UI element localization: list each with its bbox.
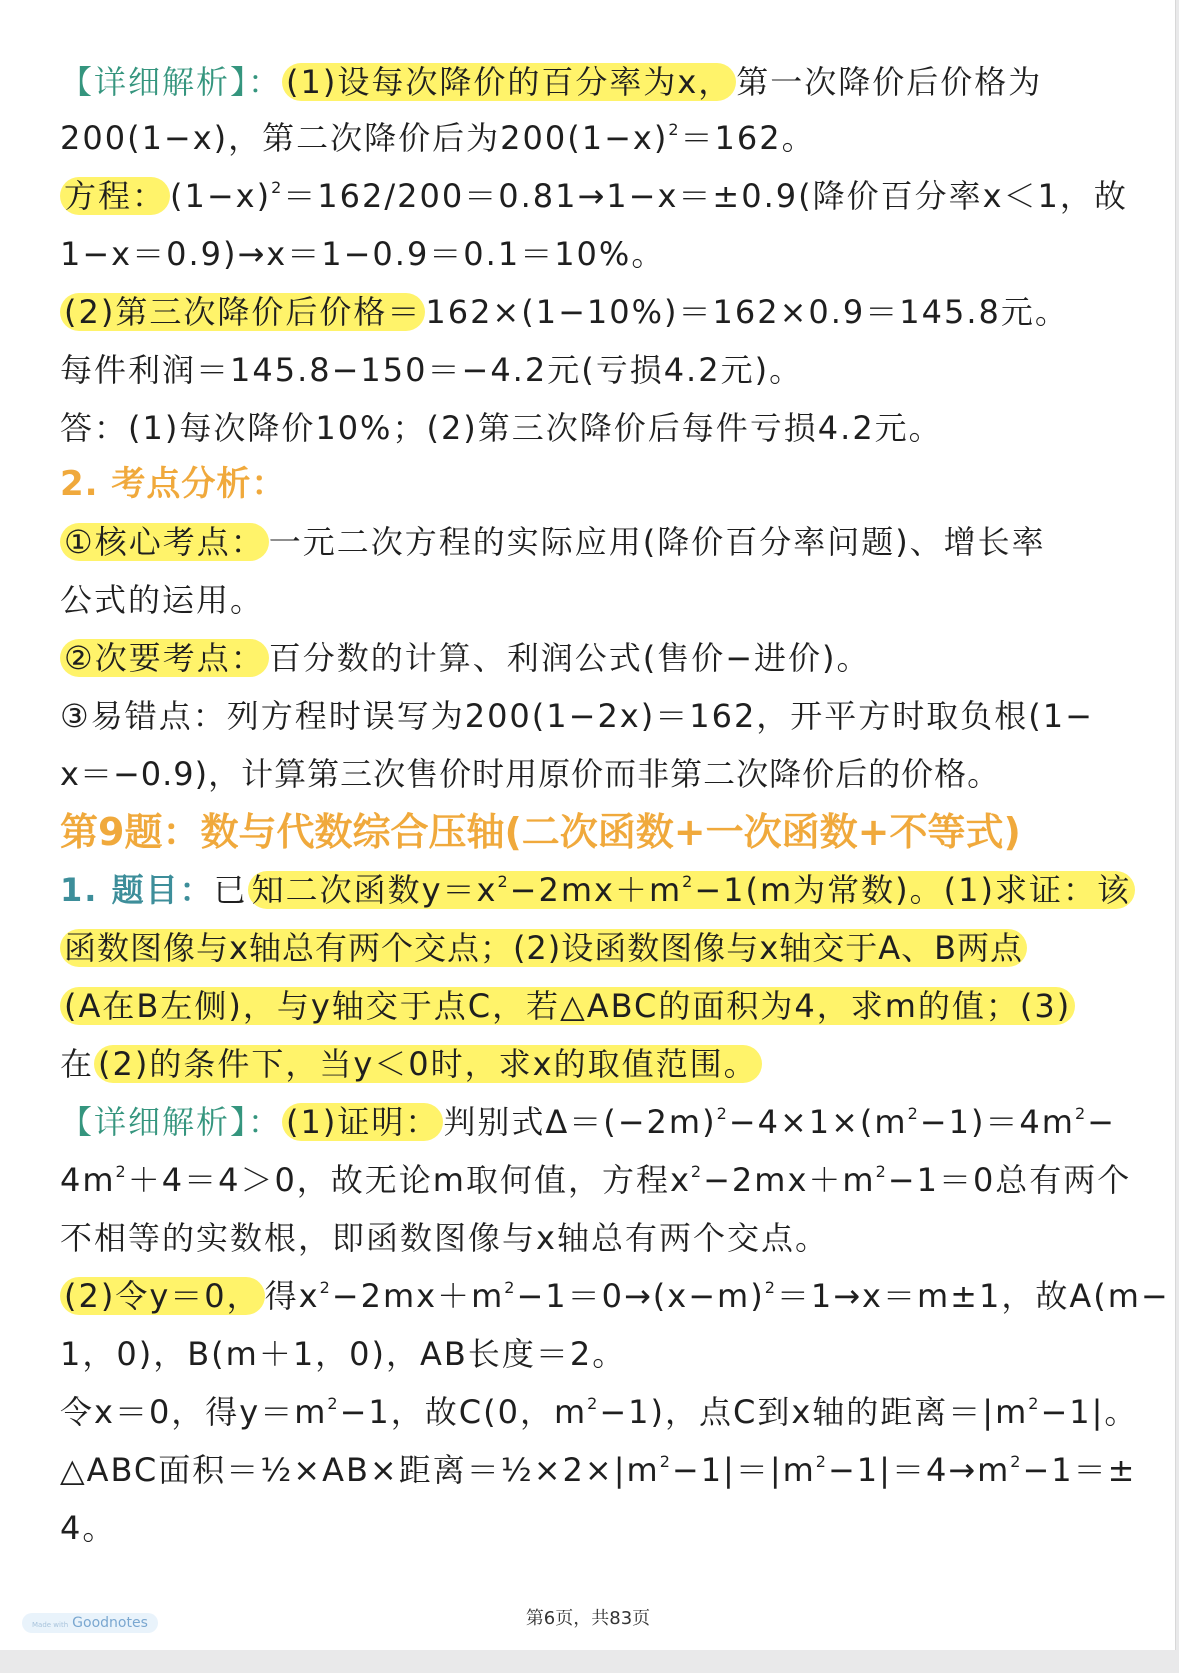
text: ＝162。 xyxy=(680,119,816,157)
text: 列方程时误写为200(1−2x)＝162，开平方时取负根(1− xyxy=(226,697,1094,735)
superscript: 2 xyxy=(668,120,681,139)
text-line xyxy=(60,1158,1131,1202)
superscript: 2 xyxy=(327,1394,340,1413)
text: −1，故C(0，m xyxy=(339,1393,588,1431)
highlight: (2)令y＝0， xyxy=(60,1277,265,1315)
text-line xyxy=(60,174,1128,218)
text-line xyxy=(60,1274,1170,1318)
text: ③易错点： xyxy=(60,697,227,735)
watermark-small-text: Made with xyxy=(32,1621,69,1629)
highlight: ②次要考点： xyxy=(60,639,269,677)
page-indicator: 第6页，共83页 xyxy=(525,1608,651,1629)
analysis-label: 【详细解析】： xyxy=(60,63,283,101)
exam-points-heading: 2. 考点分析： xyxy=(60,464,287,504)
text-line xyxy=(60,1390,1138,1434)
highlight: ①核心考点： xyxy=(60,523,269,561)
superscript: 2 xyxy=(271,178,284,197)
text-line xyxy=(60,1448,1136,1492)
text: 第一次降价后价格为 xyxy=(736,63,1043,101)
topic-label: 1. 题目： xyxy=(60,871,214,909)
text: (1−x) xyxy=(170,177,272,215)
text: −1＝± xyxy=(1022,1451,1137,1489)
text: −1|。 xyxy=(1040,1393,1139,1431)
text: −1＝0→(x−m) xyxy=(516,1277,765,1315)
superscript: 2 xyxy=(875,1162,888,1181)
text-line xyxy=(60,926,1027,970)
superscript: 2 xyxy=(659,1452,672,1471)
text: −2mx＋m xyxy=(703,1161,876,1199)
text: ＝162/200＝0.81→1−x＝±0.9(降价百分率x＜1，故 xyxy=(283,177,1128,215)
text: −2mx＋m xyxy=(331,1277,505,1315)
text-line xyxy=(60,290,1069,334)
text: ＋4＝4＞0，故无论m取何值，方程x xyxy=(127,1161,691,1199)
superscript: 2 xyxy=(1010,1452,1023,1471)
highlight: 函数图像与x轴总有两个交点；(2)设函数图像与x轴交于A、B两点 xyxy=(60,929,1027,967)
text-line: 公式的运用。 xyxy=(60,581,265,619)
text-line: 不相等的实数根，即函数图像与x轴总有两个交点。 xyxy=(60,1219,829,1257)
text: 在 xyxy=(60,1045,95,1083)
superscript: 2 xyxy=(115,1162,128,1181)
text: 162×(1−10%)＝162×0.9＝145.8元。 xyxy=(425,293,1069,331)
superscript: 2 xyxy=(907,1104,920,1123)
text-line xyxy=(60,694,1094,738)
text: −4×1×(m xyxy=(728,1103,908,1141)
text: −1)＝4m xyxy=(919,1103,1075,1141)
text: −1|＝|m xyxy=(671,1451,816,1489)
text-line xyxy=(60,636,871,680)
superscript: 2 xyxy=(1074,1104,1088,1123)
text-line xyxy=(60,984,1075,1028)
text: −1|＝4→m xyxy=(827,1451,1011,1489)
analysis-label: 【详细解析】： xyxy=(60,1103,283,1141)
text-line: 4。 xyxy=(60,1509,117,1547)
text: 判别式Δ＝(−2m) xyxy=(443,1103,717,1141)
text-line xyxy=(60,1042,762,1086)
superscript: 2 xyxy=(504,1278,517,1297)
text: ＝1→x＝m±1，故A(m− xyxy=(776,1277,1170,1315)
highlight: 方程： xyxy=(60,177,170,215)
text-line: x＝−0.9)，计算第三次售价时用原价而非第二次降价后的价格。 xyxy=(60,755,1001,793)
text-line xyxy=(60,60,1042,104)
text-line: 每件利润＝145.8−150＝−4.2元(亏损4.2元)。 xyxy=(60,351,804,389)
highlight: (1)证明： xyxy=(282,1103,443,1141)
text-line xyxy=(60,1100,1116,1144)
text-line xyxy=(60,868,1135,912)
highlight: (1)设每次降价的百分率为x， xyxy=(282,63,736,101)
text: 令x＝0，得y＝m xyxy=(60,1393,328,1431)
text: 得x xyxy=(264,1277,320,1315)
highlight: (2)第三次降价后价格＝ xyxy=(60,293,425,331)
text: 百分数的计算、利润公式(售价−进价)。 xyxy=(268,639,871,677)
highlight: (2)的条件下，当y＜0时，求x的取值范围。 xyxy=(94,1045,762,1083)
superscript: 2 xyxy=(764,1278,777,1297)
superscript: 2 xyxy=(587,1394,600,1413)
text: −1＝0总有两个 xyxy=(887,1161,1132,1199)
superscript: 2 xyxy=(319,1278,332,1297)
text: △ABC面积＝½×AB×距离＝½×2×|m xyxy=(60,1451,660,1489)
superscript: 2 xyxy=(716,1104,729,1123)
text-line: 答：(1)每次降价10%；(2)第三次降价后每件亏损4.2元。 xyxy=(60,409,943,447)
text: 已 xyxy=(213,871,248,909)
text-line: 1−x＝0.9)→x＝1−0.9＝0.1＝10%。 xyxy=(60,235,666,273)
highlight: 知二次函数$y=x^2-2mx+m^2-1(m$为常数)。(1)求证：该 xyxy=(248,871,1135,909)
text: 一元二次方程的实际应用(降价百分率问题)、增长率 xyxy=(268,523,1046,561)
text: − xyxy=(1087,1103,1116,1141)
watermark-text: Goodnotes xyxy=(72,1615,148,1631)
superscript: 2 xyxy=(1028,1394,1041,1413)
text-line xyxy=(60,116,816,160)
question-title: 第9题：数与代数综合压轴(二次函数+一次函数+不等式) xyxy=(60,810,1021,854)
text-line: 1，0)，B(m＋1，0)，AB长度＝2。 xyxy=(60,1335,627,1373)
text: −1)，点C到x轴的距离＝|m xyxy=(599,1393,1029,1431)
text: 4m xyxy=(60,1161,116,1199)
superscript: 2 xyxy=(815,1452,828,1471)
superscript: 2 xyxy=(690,1162,704,1181)
text-line xyxy=(60,520,1046,564)
highlight: (A在B左侧)，与y轴交于点C，若△ABC的面积为4，求m的值；(3) xyxy=(60,987,1075,1025)
text: 200(1−x)，第二次降价后为200(1−x) xyxy=(60,119,669,157)
